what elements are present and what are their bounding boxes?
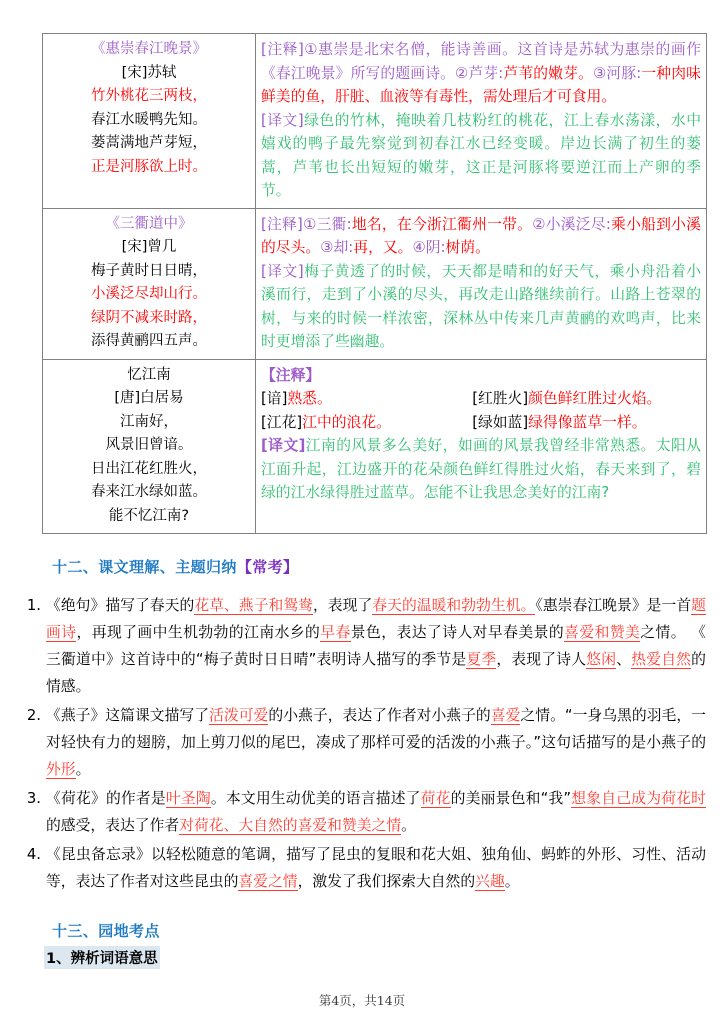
text-run: 之情。 《 三衢道中》这首诗中的“梅子黄时日日晴”表明诗人描写的季节是 bbox=[46, 624, 706, 668]
poem-line: 江南好， bbox=[120, 413, 178, 430]
poem-title: 《惠崇春江晚景》 bbox=[91, 41, 207, 57]
text-run: ，表现了 bbox=[312, 597, 373, 614]
note-def: 颜色鲜红胜过火焰。 bbox=[528, 390, 662, 407]
highlight-run: 荷花 bbox=[420, 790, 451, 807]
list-item-body bbox=[46, 841, 706, 895]
section-heading-12-badge: 【常考】 bbox=[236, 558, 299, 576]
poem-line: 春江水暖鸭先知。 bbox=[91, 111, 207, 128]
notes-text-red: 一种肉味鲜美的鱼，肝脏、血液等有毒性，需处理后才可食用。 bbox=[261, 64, 701, 105]
highlight-run: 喜爱和赞美 bbox=[564, 624, 641, 641]
note-term: [谙] bbox=[261, 390, 288, 407]
note-pair-left bbox=[261, 411, 472, 435]
translation-text: 绿色的竹林，掩映着几枝粉红的桃花，江上春水荡漾，水中嬉戏的鸭子最先察觉到初春江水已经变暖。岸边长满了初生的蒌蒿，芦苇也长出短短的嫩芽，这正是河豚将要逆江而上产卵的季节。 bbox=[261, 111, 701, 199]
highlight-run: 热爱自然 bbox=[631, 651, 692, 668]
poem-author: [宋]苏轼 bbox=[121, 64, 177, 81]
note-term: [红胜火] bbox=[472, 390, 529, 407]
list-item bbox=[22, 841, 706, 895]
highlight-run: 喜爱之情 bbox=[238, 873, 298, 890]
text-run: 。 bbox=[75, 761, 91, 778]
text-run: ，表现了诗人 bbox=[496, 651, 587, 668]
table-row bbox=[43, 359, 707, 534]
translation-label: [译文] bbox=[261, 437, 306, 454]
notes-term: ②小溪泛尽: bbox=[532, 215, 611, 233]
subsection-heading-13-1: 1、辨析词语意思 bbox=[44, 946, 160, 969]
notes-def: 树荫。 bbox=[445, 239, 490, 256]
translation-text: 梅子黄透了的时候，天天都是晴和的好天气，乘小舟沿着小溪而行，走到了小溪的尽头，再改走山路继续前行。山路上苍翠的树，与来的时候一样浓密，深林丛中传来几声黄鹂的欢鸣声，比来时更增添了些幽趣。 bbox=[261, 262, 701, 350]
text-run: 。 bbox=[401, 817, 416, 834]
notes-term: ③却: bbox=[320, 239, 354, 256]
note-def: 熟悉。 bbox=[287, 390, 332, 407]
note-term: [绿如蓝] bbox=[472, 413, 529, 431]
poem-title: 忆江南 bbox=[127, 366, 171, 383]
list-item-number: 3. bbox=[26, 790, 41, 807]
poem-line: 风景旧曾谙。 bbox=[105, 437, 193, 453]
translation-label: [译文] bbox=[261, 111, 304, 129]
highlight-run: 题画诗 bbox=[46, 597, 706, 641]
poem-line: 蒌蒿满地芦芽短， bbox=[91, 135, 207, 151]
table-row bbox=[43, 208, 707, 359]
text-run: 《惠崇春江晚景》是一首 bbox=[535, 597, 692, 614]
section-heading-12-title: 十二、课文理解、主题归纳 bbox=[52, 558, 237, 576]
notes-cell bbox=[256, 359, 707, 534]
notes-label: [注释] bbox=[261, 41, 304, 58]
poem-line: 能不忆江南? bbox=[108, 507, 190, 524]
notes-term: ①三衢: bbox=[302, 215, 352, 233]
table-row bbox=[43, 34, 707, 209]
text-run: 之情。“一身乌黑的羽毛，一对轻快有力的翅膀，加上剪刀似的尾巴，凑成了那样可爱的活泼的小燕子。”这句话描写的是小燕子的 bbox=[46, 707, 706, 751]
notes-cell bbox=[256, 208, 707, 359]
highlight-run: 喜爱 bbox=[490, 707, 521, 724]
translation-block bbox=[261, 109, 701, 203]
highlight-run: 外形 bbox=[46, 761, 76, 778]
note-pair-left bbox=[261, 387, 472, 411]
note-pair-row bbox=[261, 387, 701, 411]
notes-label: [注释] bbox=[261, 215, 303, 233]
text-run: 的情感。 bbox=[46, 651, 706, 695]
highlight-run: 春天的温暖和勃勃生机。 bbox=[372, 597, 536, 614]
poem-line: 日出江花红胜火， bbox=[91, 460, 207, 477]
highlight-run: 活泼可爱 bbox=[209, 707, 269, 724]
note-term: [江花] bbox=[261, 413, 303, 431]
list-item-number: 2. bbox=[26, 707, 41, 724]
text-run: 景色，表达了诗人对早春美景的 bbox=[350, 624, 565, 641]
section-heading-12 bbox=[52, 556, 298, 577]
text-run: 的感受，表达了作者 bbox=[46, 817, 180, 834]
section-heading-13-title: 十三、园地考点 bbox=[52, 922, 160, 940]
note-pair-row bbox=[261, 411, 701, 435]
notes-def: 再，又。 bbox=[353, 239, 413, 256]
text-run: 《绝句》描写了春天的 bbox=[46, 597, 195, 614]
poem-title: 《三衢道中》 bbox=[105, 215, 193, 232]
list-item-number: 4. bbox=[26, 846, 41, 863]
list-item-number: 1. bbox=[26, 597, 41, 614]
note-pair-right bbox=[472, 411, 701, 435]
text-run: 的美丽景色和“我” bbox=[450, 790, 572, 807]
notes-cell bbox=[256, 34, 707, 209]
note-def: 绿得像蓝草一样。 bbox=[528, 413, 647, 431]
text-run: 《荷花》的作者是 bbox=[46, 790, 166, 807]
topic-summary-list bbox=[22, 592, 706, 897]
poem-cell bbox=[43, 208, 256, 359]
notes-def: 乘小船到小溪的尽头。 bbox=[261, 215, 701, 256]
notes-label: 【注释】 bbox=[261, 366, 321, 384]
note-pair-right bbox=[472, 387, 701, 411]
text-run: ，激发了我们探索大自然的 bbox=[297, 873, 476, 890]
notes-text: ①惠崇是北宋名僧，能诗善画。这首诗是苏轼为惠崇的画作《春江晚景》所写的题画诗。②芦芽: bbox=[261, 41, 701, 82]
list-item-body bbox=[46, 592, 706, 700]
notes-text: ③河豚: bbox=[593, 64, 642, 82]
section-heading-13 bbox=[52, 920, 160, 941]
poem-line: 绿阴不减来时路， bbox=[91, 309, 207, 326]
text-run: 《昆虫备忘录》以轻松随意的笔调，描写了昆虫的复眼和花大姐、独角仙、蚂蚱的外形、习性、活动等，表达了作者对这些昆虫的 bbox=[46, 846, 706, 890]
poem-cell bbox=[43, 34, 256, 209]
list-item-body bbox=[46, 785, 706, 839]
notes-term: ④阴: bbox=[412, 239, 446, 256]
list-item bbox=[22, 702, 706, 783]
poem-author: [唐]白居易 bbox=[114, 390, 184, 406]
highlight-run: 花草、燕子和鸳鸯 bbox=[194, 597, 313, 614]
list-item bbox=[22, 592, 706, 700]
poem-line: 春来江水绿如蓝。 bbox=[91, 484, 207, 500]
text-run: 。本文用生动优美的语言描述了 bbox=[210, 790, 421, 807]
page-footer: 第4页，共14页 bbox=[318, 993, 406, 1008]
text-run: ，再现了画中生机勃勃的江南水乡的 bbox=[76, 624, 321, 641]
text-run: 、 bbox=[616, 651, 632, 668]
translation-label: [译文] bbox=[261, 262, 304, 280]
poem-line: 添得黄鹂四五声。 bbox=[91, 333, 207, 349]
translation-block bbox=[261, 434, 701, 505]
note-def: 江中的浪花。 bbox=[302, 413, 391, 431]
highlight-run: 兴趣 bbox=[475, 873, 505, 890]
highlight-run: 早春 bbox=[320, 624, 351, 641]
poem-author: [宋]曾几 bbox=[121, 239, 177, 255]
highlight-run: 夏季 bbox=[466, 651, 497, 668]
poem-cell bbox=[43, 359, 256, 534]
list-item-body bbox=[46, 702, 706, 783]
poem-line: 小溪泛尽却山行。 bbox=[91, 286, 207, 302]
list-item bbox=[22, 785, 706, 839]
translation-block bbox=[261, 260, 701, 354]
text-run: 的小燕子，表达了作者对小燕子的 bbox=[268, 707, 491, 724]
highlight-run: 叶圣陶 bbox=[165, 790, 211, 807]
text-run: 。 bbox=[504, 873, 520, 890]
notes-block bbox=[261, 213, 701, 260]
poem-line: 梅子黄时日日晴， bbox=[91, 262, 207, 279]
poem-notes-table bbox=[42, 33, 707, 534]
poem-line: 竹外桃花三两枝， bbox=[91, 88, 207, 104]
text-run: 《燕子》这篇课文描写了 bbox=[46, 707, 210, 724]
highlight-run: 悠闲 bbox=[586, 651, 617, 668]
highlight-run: 对荷花、大自然的喜爱和赞美之情 bbox=[179, 817, 402, 834]
poem-line: 正是河豚欲上时。 bbox=[91, 158, 207, 175]
notes-def: 地名，在今浙江衢州一带。 bbox=[351, 215, 533, 233]
notes-block bbox=[261, 38, 701, 109]
table-body bbox=[43, 34, 707, 534]
highlight-run: 想象自己成为荷花时 bbox=[571, 790, 706, 807]
notes-text-red: 芦苇的嫩芽。 bbox=[503, 64, 593, 82]
translation-text: 江南的风景多么美好，如画的风景我曾经非常熟悉。太阳从江面升起，江边盛开的花朵颜色鲜红得胜过火焰，春天来到了，碧绿的江水绿得胜过蓝草。怎能不让我思念美好的江南? bbox=[261, 437, 701, 501]
